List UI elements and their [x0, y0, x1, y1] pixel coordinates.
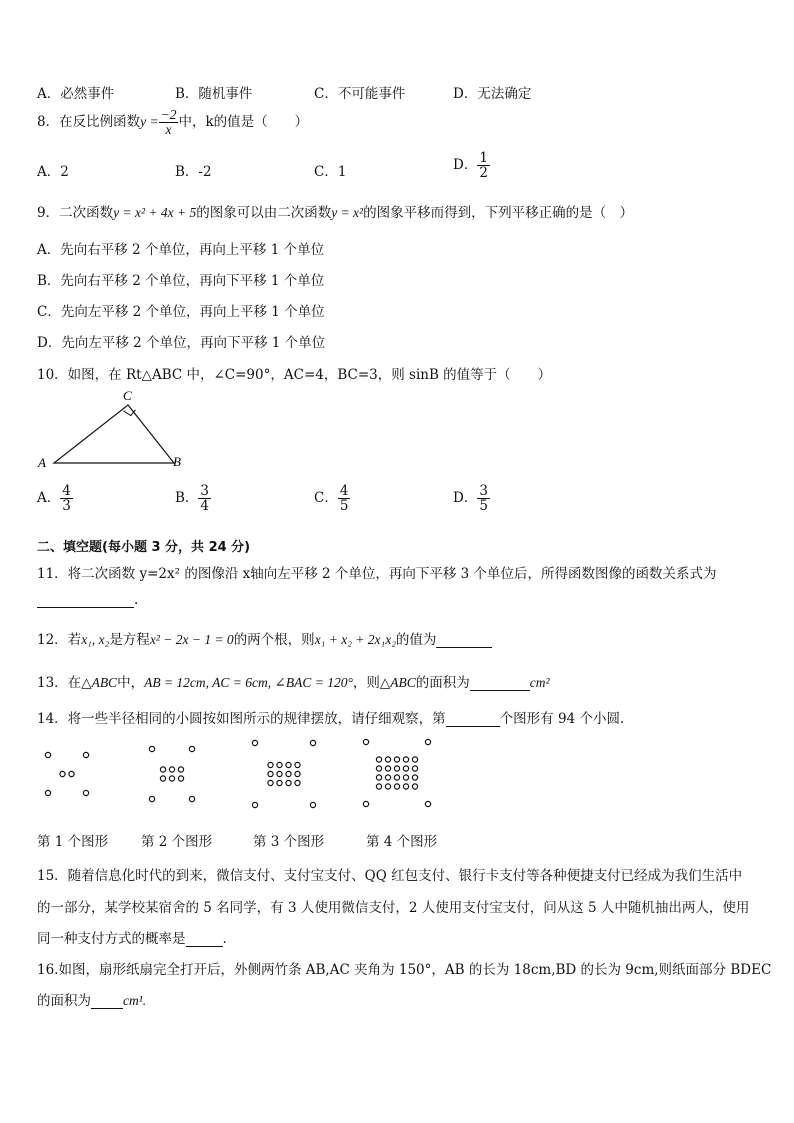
q14-fig3-inner-circle [277, 771, 282, 776]
q14-fig3-corner-circle [252, 740, 257, 745]
q14-fig4-inner-circle [412, 757, 417, 762]
q14-fig4-inner-circle [394, 775, 399, 780]
q10-stem: 10．如图，在 Rt△ABC 中，∠C=90°，AC=4，BC=3，则 sinB 的值等于（ ） [37, 367, 552, 383]
q12-vars: x₁, x₂ [81, 632, 110, 647]
q12-eq: x² − 2x − 1 = 0 [149, 632, 234, 647]
q14-fig3-inner-circle [286, 780, 291, 785]
q14-fig4-corner-circle [425, 801, 430, 806]
q10-option-d-num: 3 [479, 483, 488, 499]
q14-fig2-corner-circle [149, 746, 154, 751]
q10-option-a-label: A． [37, 490, 61, 507]
q12-pre: 12．若 [37, 632, 82, 648]
q15-blank [186, 931, 223, 947]
q8-option-d-label: D． [453, 157, 478, 174]
q14-fig4-inner-circle [403, 775, 408, 780]
q8-num: −2 [160, 107, 177, 122]
q11-blank [37, 592, 134, 608]
q14-caption-4: 第 4 个图形 [366, 834, 438, 850]
q7-option-a: A．必然事件 [37, 86, 115, 102]
q9-f2: y = x² [331, 205, 364, 220]
q10-option-a-fraction [60, 484, 73, 513]
q10-triangle [54, 405, 174, 463]
q10-option-b-den: 4 [200, 498, 210, 515]
q14-pre: 14．将一些半径相同的小圆按如图所示的规律摆放，请仔细观察，第 [37, 711, 446, 727]
q10-option-d-den: 5 [479, 498, 488, 515]
q14-fig4-inner-circle [385, 757, 390, 762]
q10-option-b-fraction [198, 484, 211, 513]
q8-option-d-num: 1 [479, 150, 488, 166]
q10-option-c-label: C． [314, 490, 338, 507]
q14-fig2-inner-circle [178, 767, 183, 772]
q14-fig4-inner-circle [376, 784, 381, 789]
q8-option-c: C．1 [314, 164, 347, 180]
q10-triangle-figure [34, 387, 194, 471]
q7-option-c: C．不可能事件 [314, 86, 406, 102]
q8-option-a: A．2 [37, 164, 69, 180]
q9-stem [37, 201, 633, 221]
q9-option-b: B．先向右平移 2 个单位，再向下平移 1 个单位 [37, 273, 325, 289]
q8-fraction [159, 108, 179, 137]
q10-option-c-den: 5 [339, 498, 349, 515]
q9-option-c: C．先向左平移 2 个单位，再向上平移 1 个单位 [37, 304, 325, 320]
q14-fig4-inner-circle [385, 784, 390, 789]
q8-option-d-fraction [477, 151, 490, 180]
q16-line-2-post: cm¹. [123, 993, 147, 1008]
q10-option-b-num: 3 [200, 483, 210, 499]
q14-fig1-inner-circle [60, 771, 65, 776]
q10-right-angle-mark [123, 410, 135, 416]
q14-fig2-corner-circle [189, 796, 194, 801]
q14-fig4-inner-circle [394, 766, 399, 771]
q10-option-c-fraction [338, 484, 351, 513]
q13-unit: cm² [529, 675, 550, 690]
q8-pre: 8．在反比例函数 [37, 114, 141, 131]
q10-option-c-num: 4 [339, 483, 349, 499]
q14-fig2-inner-circle [169, 776, 174, 781]
q8-option-d [453, 151, 490, 180]
q14-fig3-inner-circle [268, 771, 273, 776]
q10-label-b: B [173, 454, 181, 469]
q14-fig4-inner-circle [403, 766, 408, 771]
q11-text: 11．将二次函数 y=2x² 的图像沿 x轴向左平移 2 个单位，再向下平移 3 个单位后，所得函数图像的函数关系式为 [37, 566, 717, 582]
q14-fig3-corner-circle [310, 802, 315, 807]
q14-fig1-corner-circle [45, 790, 50, 795]
q14-fig4-corner-circle [363, 739, 368, 744]
q14-fig3-inner-circle [286, 762, 291, 767]
q9-option-d: D．先向左平移 2 个单位，再向下平移 1 个单位 [37, 335, 326, 351]
q14-fig2-corner-circle [149, 796, 154, 801]
q14-caption-2: 第 2 个图形 [141, 834, 213, 850]
q12-mid: 是方程 [109, 632, 150, 648]
q11-answer-line [37, 592, 138, 608]
q14-blank [446, 711, 500, 727]
q15-line-3-pre: 同一种支付方式的概率是 [37, 931, 186, 947]
q14-fig3-inner-circle [295, 780, 300, 785]
q16-blank [91, 993, 123, 1009]
q14-fig3-corner-circle [252, 802, 257, 807]
q14-fig4-inner-circle [376, 775, 381, 780]
q14-fig3-corner-circle [310, 740, 315, 745]
q9-mid: 的图象可以由二次函数 [196, 205, 332, 221]
q14-fig4-inner-circle [412, 775, 417, 780]
q12-post: 的值为 [395, 632, 437, 648]
q10-option-a-num: 4 [62, 483, 71, 499]
q9-f1: y = x² + 4x + 5 [113, 205, 197, 220]
q13-pre: 13．在 [37, 675, 82, 691]
q14-fig3-inner-circle [295, 771, 300, 776]
q14-fig2-corner-circle [189, 746, 194, 751]
q13-blank [470, 675, 530, 691]
q11-end: . [134, 592, 139, 608]
q14-fig4-inner-circle [376, 766, 381, 771]
q10-label-c: C [123, 388, 132, 403]
q10-option-d-label: D． [453, 490, 478, 507]
q14-fig1-corner-circle [83, 752, 88, 757]
q14-fig3-inner-circle [277, 780, 282, 785]
q14-caption-3: 第 3 个图形 [253, 834, 325, 850]
q14-fig2-inner-circle [169, 767, 174, 772]
q15-line-2: 的一部分，某学校某宿舍的 5 名同学，有 3 人使用微信支付，2 人使用支付宝支付，问从这 5 人中随机抽出两人，使用 [37, 900, 750, 916]
q14-fig4-inner-circle [376, 757, 381, 762]
q14-fig4-inner-circle [412, 766, 417, 771]
q14-fig4-corner-circle [363, 801, 368, 806]
q10-option-a-den: 3 [62, 498, 71, 515]
q14-fig4-corner-circle [425, 739, 430, 744]
q14-fig3-inner-circle [268, 762, 273, 767]
q14-caption-1: 第 1 个图形 [37, 834, 109, 850]
q16-line-2 [37, 989, 146, 1009]
q10-option-b-label: B． [175, 490, 199, 507]
q14-fig4-inner-circle [385, 766, 390, 771]
q13-tri2: △ABC [379, 675, 416, 690]
q16-line-1: 16.如图，扇形纸扇完全打开后，外侧两竹条 AB,AC 夹角为 150°，AB 的长为 18cm,BD 的长为 9cm,则纸面部分 BDEC [37, 962, 772, 978]
q9-pre: 9．二次函数 [37, 205, 114, 221]
section-2-title: 二、填空题(每小题 3 分，共 24 分) [37, 540, 251, 555]
q10-label-a: A [38, 455, 46, 470]
q12-text [37, 628, 492, 648]
q14-fig2-inner-circle [178, 776, 183, 781]
q14-fig4-inner-circle [385, 775, 390, 780]
q14-fig2-inner-circle [160, 767, 165, 772]
q9-option-a: A．先向右平移 2 个单位，再向上平移 1 个单位 [37, 242, 325, 258]
q10-option-b [175, 484, 211, 513]
q15-line-1: 15．随着信息化时代的到来，微信支付、支付宝支付、QQ 红包支付、银行卡支付等各种便捷支付已经成为我们生活中 [37, 868, 743, 884]
q14-circle-patterns [30, 738, 450, 816]
q10-option-d-fraction [477, 484, 490, 513]
q10-option-d [453, 484, 490, 513]
q8-y-eq: y = [140, 114, 159, 130]
q14-fig3-inner-circle [286, 771, 291, 776]
q8-den: x [165, 122, 172, 138]
q9-post: 的图象平移而得到，下列平移正确的是（ ） [363, 205, 634, 221]
q14-fig4-inner-circle [403, 757, 408, 762]
q7-option-d: D．无法确定 [453, 86, 532, 102]
q10-option-a [37, 484, 73, 513]
q14-fig1-corner-circle [45, 752, 50, 757]
q14-fig1-corner-circle [83, 790, 88, 795]
q8-option-b: B．-2 [175, 164, 212, 180]
q13-cond: AB = 12cm, AC = 6cm, ∠BAC = 120° [144, 675, 353, 690]
q13-mid: 中， [117, 675, 145, 691]
q14-fig4-inner-circle [403, 784, 408, 789]
q7-option-b: B．随机事件 [175, 86, 253, 102]
q12-mid2: 的两个根，则 [233, 632, 315, 648]
q15-line-3-post: . [222, 931, 227, 947]
q14-fig2-inner-circle [160, 776, 165, 781]
q13-post: 的面积为 [415, 675, 470, 691]
q14-fig3-inner-circle [268, 780, 273, 785]
q12-blank [436, 632, 492, 648]
q16-line-2-pre: 的面积为 [37, 993, 91, 1009]
q14-fig4-inner-circle [394, 757, 399, 762]
q13-tri: △ABC [81, 675, 118, 690]
q12-expr: x₁ + x₂ + 2x₁x₂ [314, 632, 396, 647]
q13-text [37, 671, 550, 691]
q15-line-3 [37, 927, 227, 947]
q8-post: 中，k的值是（ ） [178, 114, 309, 131]
q14-fig4-inner-circle [394, 784, 399, 789]
q14-fig1-inner-circle [69, 771, 74, 776]
q8-option-d-den: 2 [479, 165, 488, 182]
q8-stem [37, 108, 308, 137]
q13-mid2: ，则 [352, 675, 380, 691]
q14-text [37, 707, 624, 727]
q14-fig4-inner-circle [412, 784, 417, 789]
q10-option-c [314, 484, 350, 513]
q14-post: 个图形有 94 个小圆. [499, 711, 625, 727]
q14-fig3-inner-circle [295, 762, 300, 767]
q14-fig3-inner-circle [277, 762, 282, 767]
